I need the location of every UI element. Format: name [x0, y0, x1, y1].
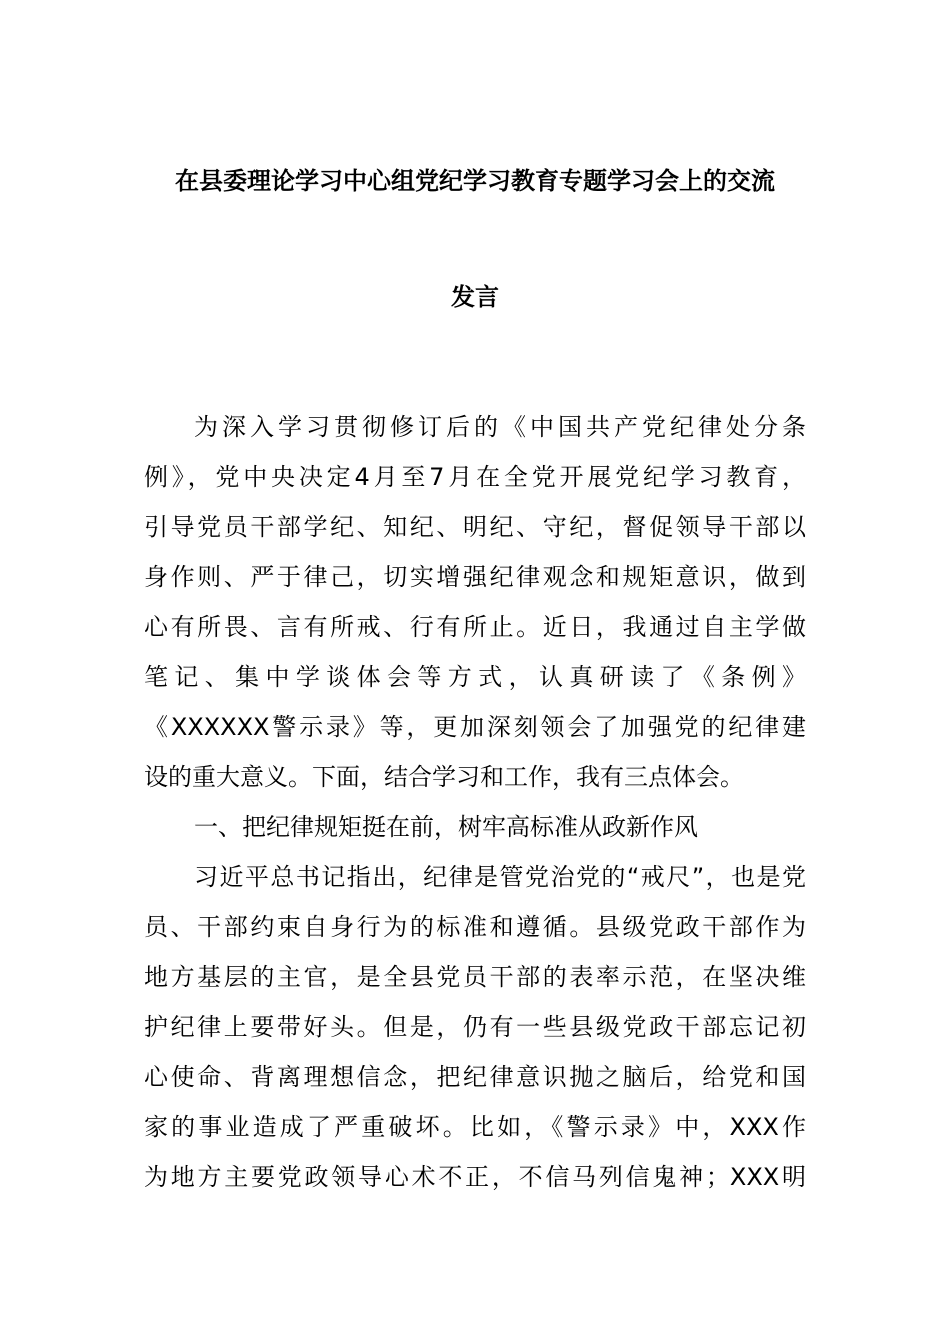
body-line-1: 为深入学习贯彻修订后的《中国共产党纪律处分条 — [194, 413, 806, 441]
body-line-11: 员、干部约束自身行为的标准和遵循。县级党政干部作为 — [144, 913, 806, 941]
body-line-14: 心使命、背离理想信念，把纪律意识抛之脑后，给党和国 — [144, 1063, 806, 1091]
body-line-8: 设的重大意义。下面，结合学习和工作，我有三点体会。 — [144, 763, 744, 791]
body-line-5: 心有所畏、言有所戒、行有所止。近日，我通过自主学做 — [144, 613, 806, 641]
body-line-6: 笔记、集中学谈体会等方式，认真研读了《条例》 — [144, 663, 806, 691]
body-line-4: 身作则、严于律己，切实增强纪律观念和规矩意识，做到 — [144, 563, 806, 591]
body-line-16: 为地方主要党政领导心术不正，不信马列信鬼神；XXX明 — [144, 1163, 806, 1191]
document-body — [144, 402, 806, 1202]
body-line-12: 地方基层的主官，是全县党员干部的表率示范，在坚决维 — [144, 963, 806, 991]
section-heading-1: 一、把纪律规矩挺在前，树牢高标准从政新作风 — [194, 813, 698, 841]
body-line-15: 家的事业造成了严重破坏。比如，《警示录》中，XXX作 — [144, 1113, 806, 1141]
body-line-10: 习近平总书记指出，纪律是管党治党的“戒尺”，也是党 — [194, 863, 806, 891]
body-line-2: 例》，党中央决定4月至7月在全党开展党纪学习教育， — [144, 463, 806, 491]
document-title-line-2: 发言 — [451, 283, 499, 311]
body-line-13: 护纪律上要带好头。但是，仍有一些县级党政干部忘记初 — [144, 1013, 806, 1041]
document-title-line-1: 在县委理论学习中心组党纪学习教育专题学习会上的交流 — [175, 167, 775, 195]
body-line-7: 《XXXXXX警示录》等，更加深刻领会了加强党的纪律建 — [144, 713, 806, 741]
body-line-3: 引导党员干部学纪、知纪、明纪、守纪，督促领导干部以 — [144, 513, 806, 541]
